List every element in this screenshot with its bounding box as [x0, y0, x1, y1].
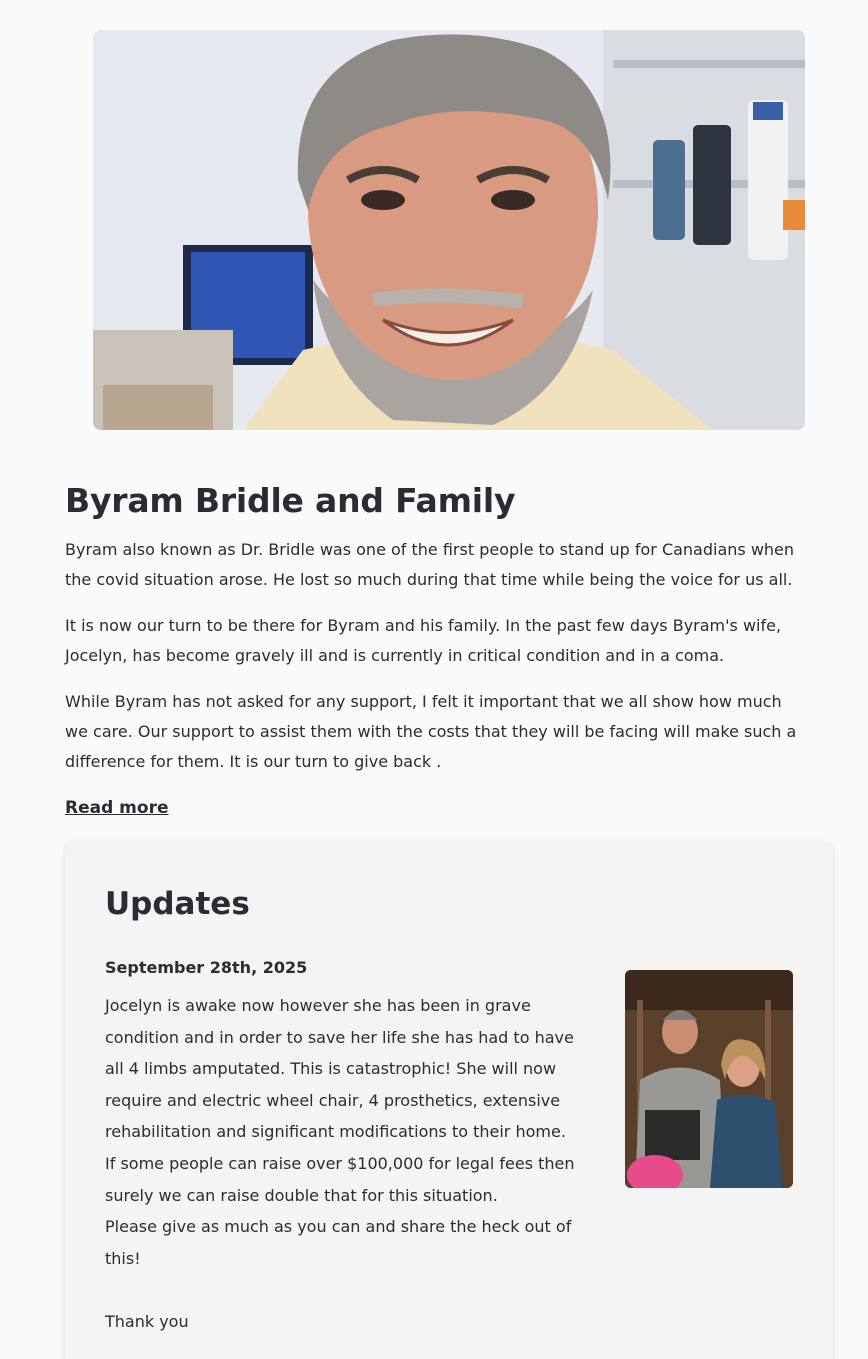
update-photo-illustration	[625, 970, 793, 1188]
update-body	[105, 990, 595, 1338]
update-photo[interactable]	[625, 970, 793, 1188]
hero-photo	[93, 30, 805, 430]
read-more-link[interactable]: Read more	[65, 798, 169, 818]
updates-section	[65, 842, 833, 1359]
update-line: Please give as much as you can and share the heck out of this!	[105, 1217, 572, 1268]
update-line: If some people can raise over $100,000 for legal fees then surely we can raise double that for this situation.	[105, 1153, 575, 1205]
update-line: Thank you	[105, 1311, 189, 1331]
story-paragraph: Byram also known as Dr. Bridle was one of the first people to stand up for Canadians when the covid situation arose. He lost so much during that time while being the voice for us all.	[65, 540, 795, 589]
update-line: Jocelyn is awake now however she has been in grave condition and in order to save her life she has had to have all 4 limbs amputated. This is catastrophic! She will now require and electric wheel chair, 4 prosthetics, extensive rehabilitation and significant modifications to their home.	[105, 996, 574, 1142]
story-paragraph: While Byram has not asked for any support, I felt it important that we all show how much we care. Our support to assist them with the costs that they will be facing will make such a difference for them. It is our turn to give back .	[65, 692, 797, 771]
campaign-story	[65, 535, 805, 793]
update-date: September 28th, 2025	[105, 958, 308, 977]
updates-heading: Updates	[105, 886, 250, 922]
story-paragraph: It is now our turn to be there for Byram and his family. In the past few days Byram's wife, Jocelyn, has become gravely ill and is currently in critical condition and in a coma.	[65, 616, 782, 665]
campaign-title: Byram Bridle and Family	[65, 481, 516, 520]
hero-photo-illustration	[93, 30, 805, 430]
line-spacer	[105, 1274, 595, 1306]
